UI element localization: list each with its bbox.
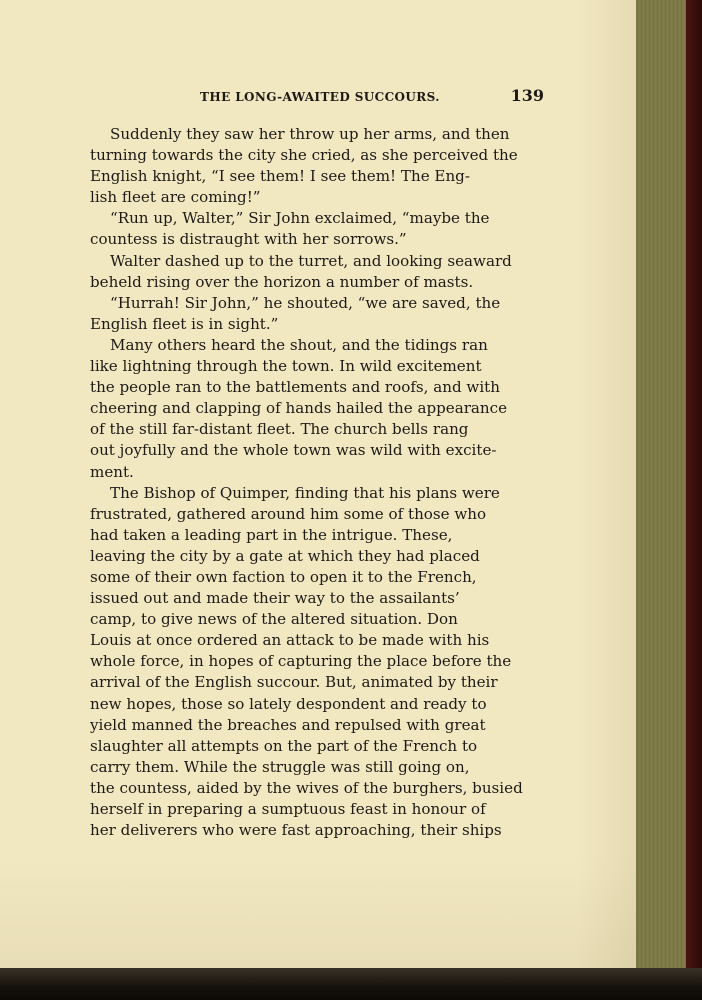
text-line: out joyfully and the whole town was wild with excite- <box>90 441 497 460</box>
text-line: The Bishop of Quimper, finding that his plans were <box>110 483 500 502</box>
page-edges <box>636 0 688 970</box>
text-line: the countess, aided by the wives of the burghers, busied <box>90 778 523 797</box>
text-line: of the still far-distant fleet. The church bells rang <box>90 420 469 439</box>
text-line: English knight, “I see them! I see them! The Eng- <box>90 167 470 186</box>
bottom-shadow <box>0 968 702 1000</box>
text-line: the people ran to the battlements and roofs, and with <box>90 378 500 397</box>
body-text <box>90 124 544 841</box>
text-line: carry them. While the struggle was still going on, <box>90 757 470 776</box>
text-line: lish fleet are coming!” <box>90 188 261 207</box>
text-line: beheld rising over the horizon a number of masts. <box>90 272 474 291</box>
text-line: camp, to give news of the altered situation. Don <box>90 610 458 629</box>
text-line: Louis at once ordered an attack to be made with his <box>90 631 490 650</box>
text-line: ment. <box>90 462 134 481</box>
text-line: like lightning through the town. In wild excitement <box>90 357 482 376</box>
text-line: her deliverers who were fast approaching, their ships <box>90 821 502 840</box>
text-line: slaughter all attempts on the part of the French to <box>90 736 478 755</box>
page-number: 139 <box>510 86 544 105</box>
text-line: some of their own faction to open it to the French, <box>90 567 477 586</box>
text-line: English fleet is in sight.” <box>90 314 279 333</box>
book-cover <box>686 0 702 1000</box>
text-line: had taken a leading part in the intrigue. These, <box>90 525 453 544</box>
text-line: frustrated, gathered around him some of those who <box>90 504 487 523</box>
text-line: Walter dashed up to the turret, and looking seaward <box>110 251 512 270</box>
text-line: yield manned the breaches and repulsed with great <box>90 715 486 734</box>
text-line: cheering and clapping of hands hailed the appearance <box>90 399 508 418</box>
text-line: turning towards the city she cried, as she perceived the <box>90 146 518 165</box>
text-line: issued out and made their way to the assailants’ <box>90 589 460 608</box>
text-line: countess is distraught with her sorrows.” <box>90 230 407 249</box>
text-line: “Run up, Walter,” Sir John exclaimed, “maybe the <box>110 209 490 228</box>
text-line: whole force, in hopes of capturing the place before the <box>90 652 512 671</box>
text-line: Many others heard the shout, and the tidings ran <box>110 335 488 354</box>
text-line: arrival of the English succour. But, animated by their <box>90 673 498 692</box>
text-line: Suddenly they saw her throw up her arms, and then <box>110 125 510 143</box>
page-header <box>112 88 544 110</box>
text-line: new hopes, those so lately despondent and ready to <box>90 694 487 713</box>
running-head: THE LONG-AWAITED SUCCOURS. <box>200 90 440 104</box>
text-line: herself in preparing a sumptuous feast in honour of <box>90 800 486 818</box>
text-line: “Hurrah! Sir John,” he shouted, “we are saved, the <box>110 293 501 312</box>
text-line: leaving the city by a gate at which they had placed <box>90 546 480 565</box>
